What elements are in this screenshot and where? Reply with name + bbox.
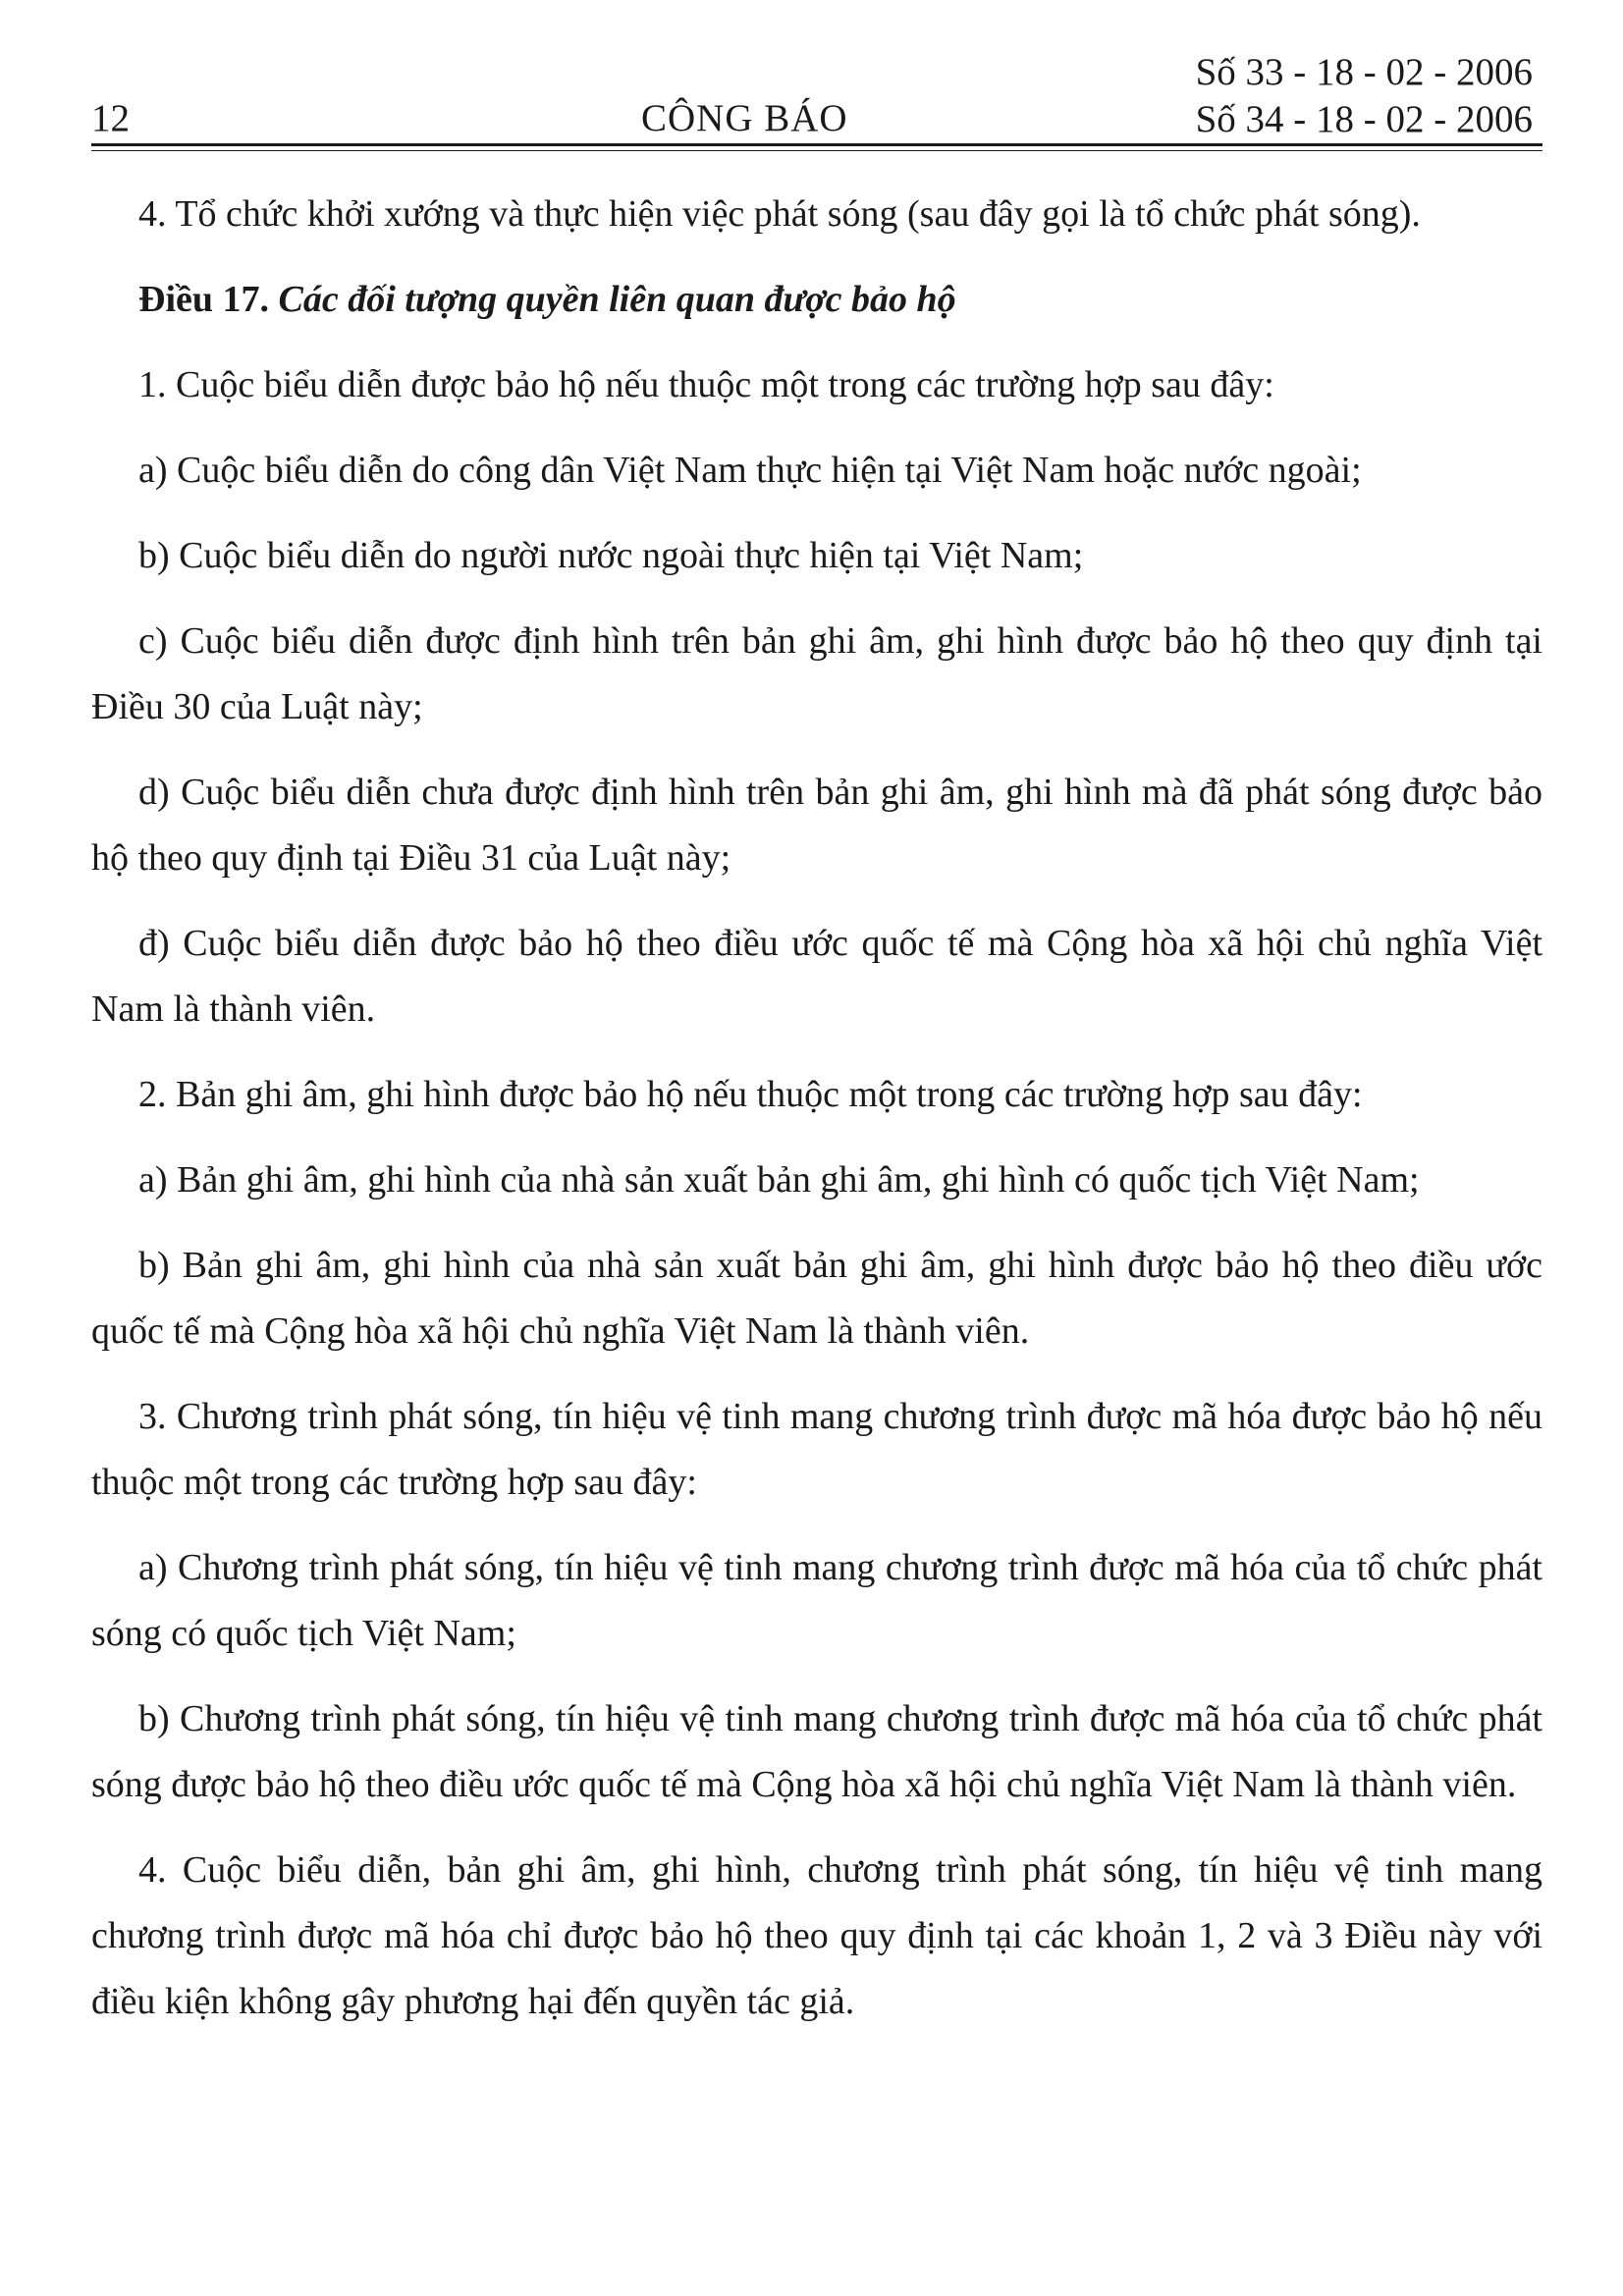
page-number: 12 bbox=[91, 97, 130, 139]
page-header bbox=[91, 49, 1542, 147]
paragraph: 4. Cuộc biểu diễn, bản ghi âm, ghi hình, chương trình phát sóng, tín hiệu vệ tinh mang chương trình được mã hóa chỉ được bảo hộ theo quy định tại các khoản 1, 2 và 3 Điều này với điều kiện không gây phương hại đến quyền tác giả. bbox=[91, 1849, 1542, 2022]
issue-line-2: Số 34 - 18 - 02 - 2006 bbox=[1195, 98, 1533, 140]
paragraph: b) Chương trình phát sóng, tín hiệu vệ tinh mang chương trình được mã hóa của tổ chức phát sóng được bảo hộ theo điều ước quốc tế mà Cộng hòa xã hội chủ nghĩa Việt Nam là thành viên. bbox=[91, 1698, 1542, 1805]
header-rule-thick bbox=[91, 143, 1542, 146]
paragraph: b) Bản ghi âm, ghi hình của nhà sản xuất bản ghi âm, ghi hình được bảo hộ theo điều ước quốc tế mà Cộng hòa xã hội chủ nghĩa Việt Nam là thành viên. bbox=[91, 1245, 1542, 1352]
paragraph: d) Cuộc biểu diễn chưa được định hình trên bản ghi âm, ghi hình mà đã phát sóng được bảo hộ theo quy định tại Điều 31 của Luật này; bbox=[91, 772, 1542, 879]
paragraph: 2. Bản ghi âm, ghi hình được bảo hộ nếu thuộc một trong các trường hợp sau đây: bbox=[138, 1074, 1363, 1115]
article-title: Các đối tượng quyền liên quan được bảo hộ bbox=[278, 279, 956, 320]
paragraph: a) Chương trình phát sóng, tín hiệu vệ tinh mang chương trình được mã hóa của tổ chức phát sóng có quốc tịch Việt Nam; bbox=[91, 1547, 1542, 1654]
paragraph: b) Cuộc biểu diễn do người nước ngoài thực hiện tại Việt Nam; bbox=[138, 535, 1084, 576]
paragraph: a) Cuộc biểu diễn do công dân Việt Nam thực hiện tại Việt Nam hoặc nước ngoài; bbox=[138, 450, 1362, 491]
paragraph: 1. Cuộc biểu diễn được bảo hộ nếu thuộc một trong các trường hợp sau đây: bbox=[138, 364, 1274, 405]
paragraph: a) Bản ghi âm, ghi hình của nhà sản xuất bản ghi âm, ghi hình có quốc tịch Việt Nam; bbox=[138, 1159, 1420, 1201]
issue-numbers bbox=[1196, 49, 1533, 143]
issue-line-1: Số 33 - 18 - 02 - 2006 bbox=[1195, 51, 1533, 93]
document-body bbox=[91, 182, 1542, 2055]
article-heading bbox=[91, 267, 1542, 333]
paragraph: c) Cuộc biểu diễn được định hình trên bản ghi âm, ghi hình được bảo hộ theo quy định tại Điều 30 của Luật này; bbox=[91, 620, 1542, 727]
paragraph: đ) Cuộc biểu diễn được bảo hộ theo điều ước quốc tế mà Cộng hòa xã hội chủ nghĩa Việt Nam là thành viên. bbox=[91, 923, 1542, 1030]
article-label: Điều 17. bbox=[138, 279, 269, 320]
paragraph: 4. Tổ chức khởi xướng và thực hiện việc phát sóng (sau đây gọi là tổ chức phát sóng). bbox=[138, 193, 1421, 235]
paragraph: 3. Chương trình phát sóng, tín hiệu vệ tinh mang chương trình được mã hóa được bảo hộ nếu thuộc một trong các trường hợp sau đây: bbox=[91, 1396, 1542, 1503]
header-rule-thin bbox=[91, 150, 1542, 151]
gazette-title: CÔNG BÁO bbox=[641, 97, 848, 139]
